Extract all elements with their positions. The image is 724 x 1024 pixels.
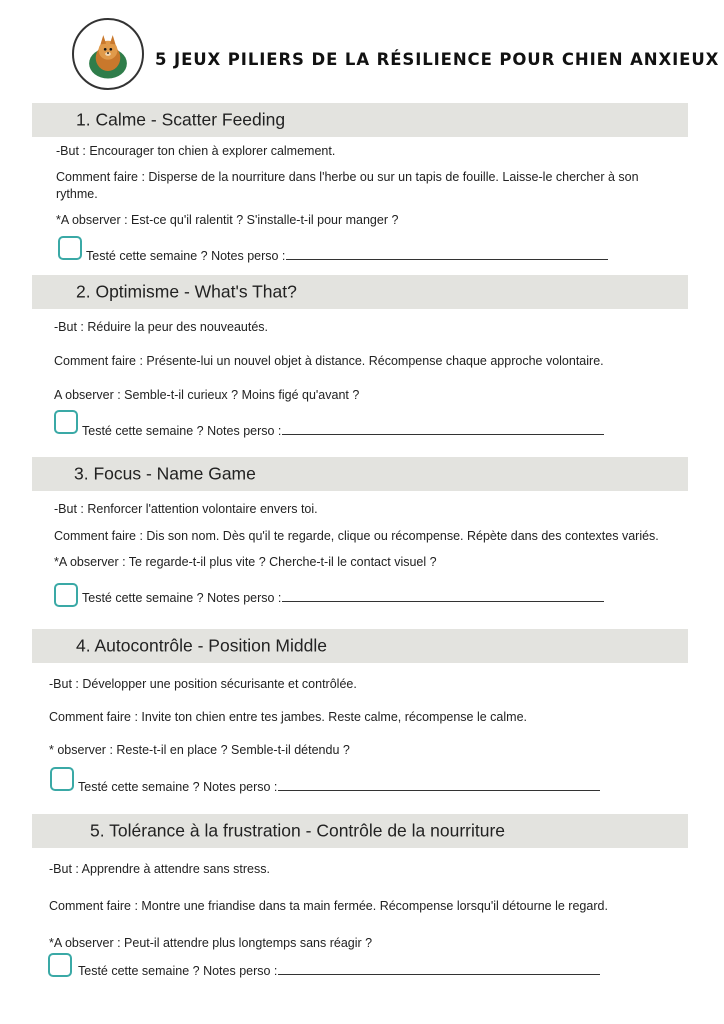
section-5-observe: *A observer : Peut-il attendre plus longtemps sans réagir ?	[49, 936, 373, 950]
section-3-notes-label: Testé cette semaine ? Notes perso :	[82, 591, 282, 605]
section-3-notes-line[interactable]	[282, 589, 604, 602]
section-2-notes-label: Testé cette semaine ? Notes perso :	[82, 424, 282, 438]
section-5-notes-line[interactable]	[278, 962, 600, 975]
section-5-how: Comment faire : Montre une friandise dans ta main fermée. Récompense lorsqu'il détourne le regard.	[49, 899, 608, 913]
section-2-goal: -But : Réduire la peur des nouveautés.	[54, 320, 269, 334]
section-header-1	[32, 103, 688, 137]
section-2-observe: A observer : Semble-t-il curieux ? Moins figé qu'avant ?	[54, 388, 360, 402]
section-title-2: 2. Optimisme - What's That?	[76, 281, 297, 302]
section-4-observe: * observer : Reste-t-il en place ? Semble-t-il détendu ?	[49, 743, 350, 757]
section-1-notes-label: Testé cette semaine ? Notes perso :	[86, 249, 286, 263]
section-title-3: 3. Focus - Name Game	[74, 463, 256, 484]
section-3-notes[interactable]	[82, 589, 604, 605]
section-4-notes-label: Testé cette semaine ? Notes perso :	[78, 780, 278, 794]
section-1-checkbox[interactable]	[58, 236, 82, 260]
section-3-checkbox[interactable]	[54, 583, 78, 607]
section-3-observe: *A observer : Te regarde-t-il plus vite ? Cherche-t-il le contact visuel ?	[54, 555, 437, 569]
section-2-how: Comment faire : Présente-lui un nouvel objet à distance. Récompense chaque approche volontaire.	[54, 354, 604, 368]
section-title-1: 1. Calme - Scatter Feeding	[76, 109, 286, 130]
section-3-goal: -But : Renforcer l'attention volontaire envers toi.	[54, 502, 318, 516]
logo	[72, 18, 144, 90]
section-4-notes[interactable]	[78, 778, 600, 794]
section-5-notes[interactable]	[78, 962, 600, 978]
page-title: 5 JEUX PILIERS DE LA RÉSILIENCE POUR CHIEN ANXIEUX	[155, 50, 720, 69]
section-2-notes-line[interactable]	[282, 422, 604, 435]
section-5-goal: -But : Apprendre à attendre sans stress.	[49, 862, 270, 876]
section-title-5: 5. Tolérance à la frustration - Contrôle de la nourriture	[90, 820, 506, 841]
section-header-2	[32, 275, 688, 309]
section-2-checkbox[interactable]	[54, 410, 78, 434]
section-1-how: Comment faire : Disperse de la nourriture dans l'herbe ou sur un tapis de fouille. Laisse-le chercher à son rythme.	[56, 170, 639, 201]
section-4-checkbox[interactable]	[50, 767, 74, 791]
section-4-notes-line[interactable]	[278, 778, 600, 791]
section-5-notes-label: Testé cette semaine ? Notes perso :	[78, 964, 278, 978]
section-1-goal: -But : Encourager ton chien à explorer calmement.	[56, 144, 336, 158]
section-header-5	[32, 814, 688, 848]
dog-logo-icon	[74, 20, 142, 88]
section-4-how: Comment faire : Invite ton chien entre tes jambes. Reste calme, récompense le calme.	[49, 710, 527, 724]
section-header-4	[32, 629, 688, 663]
section-1-observe: *A observer : Est-ce qu'il ralentit ? S'installe-t-il pour manger ?	[56, 213, 399, 227]
section-1-notes[interactable]	[86, 247, 608, 263]
section-3-how: Comment faire : Dis son nom. Dès qu'il te regarde, clique ou récompense. Répète dans des contextes variés.	[54, 529, 659, 543]
section-2-notes[interactable]	[82, 422, 604, 438]
section-1-notes-line[interactable]	[286, 247, 608, 260]
section-4-goal: -But : Développer une position sécurisante et contrôlée.	[49, 677, 357, 691]
section-header-3	[32, 457, 688, 491]
section-title-4: 4. Autocontrôle - Position Middle	[76, 635, 327, 656]
section-5-checkbox[interactable]	[48, 953, 72, 977]
